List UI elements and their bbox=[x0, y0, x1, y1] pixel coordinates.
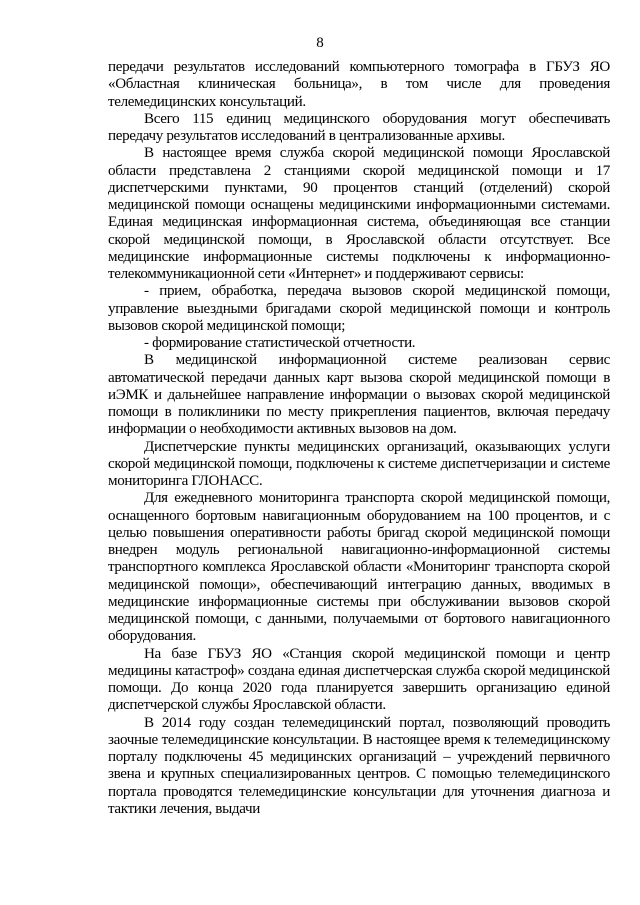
paragraph-equipment-count: Всего 115 единиц медицинского оборудования могут обеспечивать передачу результатов исследований в централизованные архивы. bbox=[108, 110, 610, 144]
list-item-statistics: - формирование статистической отчетности. bbox=[144, 335, 416, 351]
paragraph-dispatch-glonass: Диспетчерские пункты медицинских организаций, оказывающих услуги скорой медицинской помощи, подключены к системе диспетчеризации и системе мониторинга ГЛОНАСС. bbox=[108, 438, 610, 489]
document-body bbox=[108, 59, 610, 818]
page-number: 8 bbox=[316, 35, 324, 51]
paragraph-transport-monitoring: Для ежедневного мониторинга транспорта скорой медицинской помощи, оснащенного бортовым навигационным оборудованием на 100 процентов, и с целью повышения оперативности работы бригад скорой медицинской помощи внедрен модуль региональной навигационно-информационной системы транспортного комплекса Ярославской области «Мониторинг транспорта скорой медицинской помощи», обеспечивающий интеграцию данных, вводимых в медицинские информационные системы при обслуживании вызовов скорой медицинской помощи, с данными, получаемыми от бортового навигационного оборудования. bbox=[108, 490, 610, 645]
paragraph-dispatch-service: На базе ГБУЗ ЯО «Станция скорой медицинской помощи и центр медицины катастроф» создана единая диспетчерская служба скорой медицинской помощи. До конца 2020 года планируется завершить организацию единой диспетчерской службы Ярославской области. bbox=[108, 645, 610, 714]
list-item-call-handling: - прием, обработка, передача вызовов скорой медицинской помощи, управление выездными бригадами скорой медицинской помощи и контроль вызовов скорой медицинской помощи; bbox=[108, 283, 610, 334]
paragraph-continued: передачи результатов исследований компьютерного томографа в ГБУЗ ЯО «Областная клиническая больница», в том числе для проведения телемедицинских консультаций. bbox=[108, 59, 610, 110]
paragraph-telemedicine-portal: В 2014 году создан телемедицинский портал, позволяющий проводить заочные телемедицинские консультации. В настоящее время к телемедицинскому порталу подключены 45 медицинских организаций – учреждений первичного звена и крупных специализированных центров. С помощью телемедицинского портала проводятся телемедицинские консультации для уточнения диагноза и тактики лечения, выдачи bbox=[108, 714, 610, 817]
paragraph-ambulance-service: В настоящее время служба скорой медицинской помощи Ярославской области представлена 2 станциями скорой медицинской помощи и 17 диспетчерскими пунктами, 90 процентов станций (отделений) скорой медицинской помощи оснащены медицинскими информационными системами. Единая медицинская информационная система, объединяющая все станции скорой медицинской помощи, в Ярославской области отсутствует. Все медицинские информационные системы подключены к информационно-телекоммуникационной сети «Интернет» и поддерживают сервисы: bbox=[108, 145, 610, 282]
paragraph-iemk-transfer: В медицинской информационной системе реализован сервис автоматической передачи данных карт вызова скорой медицинской помощи в иЭМК и дальнейшее направление информации о вызовах скорой медицинской помощи в поликлиники по месту прикрепления пациентов, включая передачу информации о необходимости активных вызовов на дом. bbox=[108, 352, 610, 438]
